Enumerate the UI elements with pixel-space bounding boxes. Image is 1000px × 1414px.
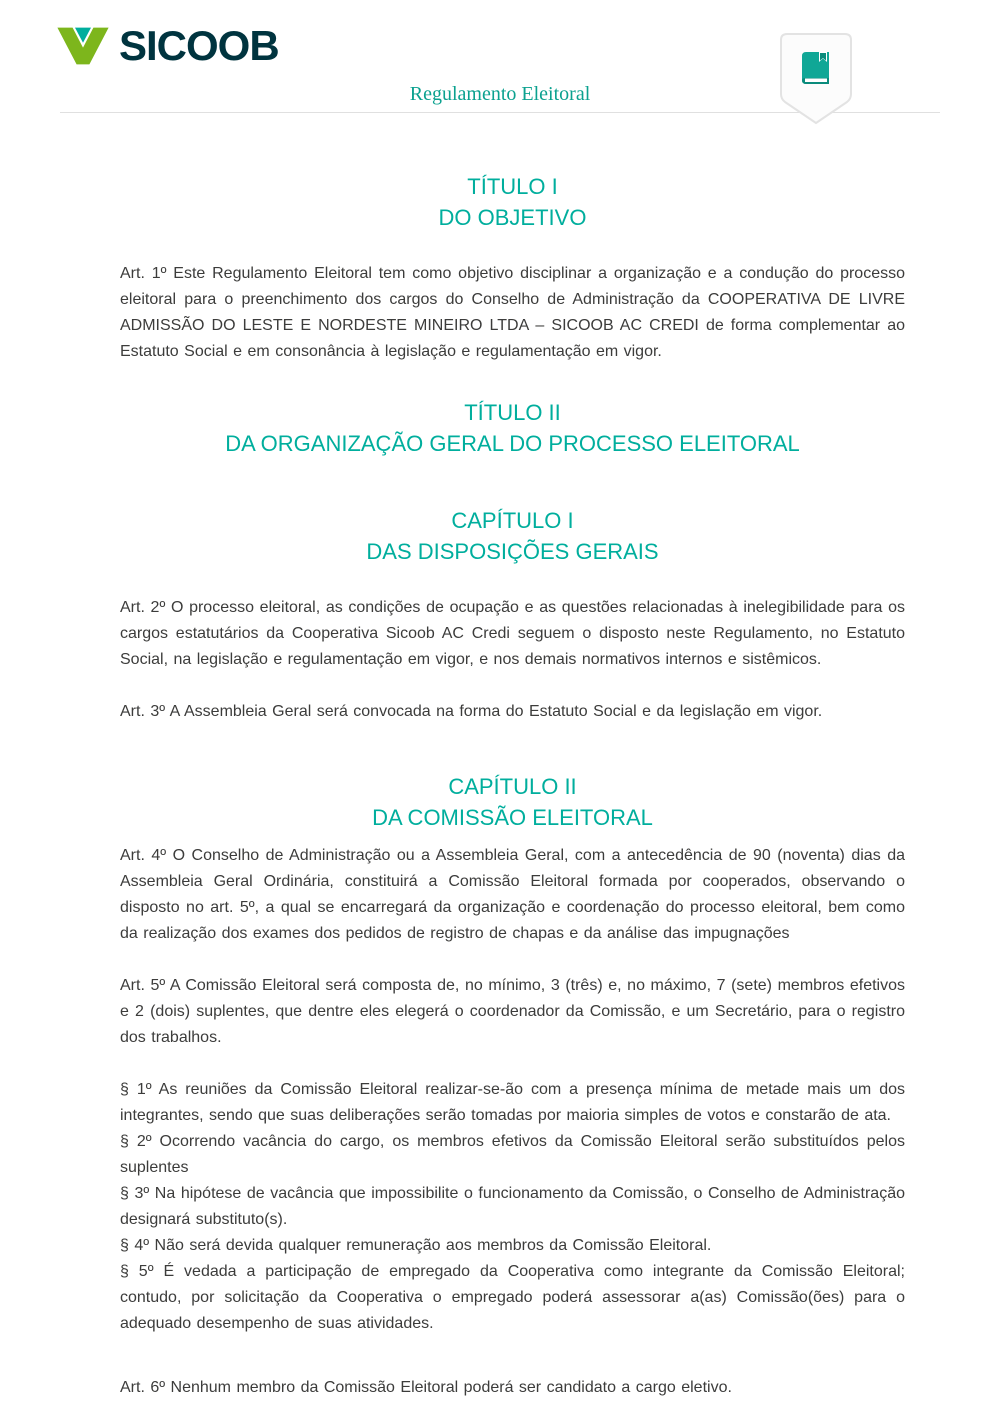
heading-line: DAS DISPOSIÇÕES GERAIS [366, 539, 659, 564]
paragraph-1: § 1º As reuniões da Comissão Eleitoral realizar-se-ão com a presença mínima de metade mais um dos integrantes, sendo que suas deliberações serão tomadas por maioria simples de votos e constarão de ata. [120, 1081, 905, 1124]
brand-wordmark: SICOOB [119, 22, 279, 69]
paragraph-3: § 3º Na hipótese de vacância que impossibilite o funcionamento da Comissão, o Conselho de Administração designará substituto(s). [120, 1185, 905, 1228]
article-6: Art. 6º Nenhum membro da Comissão Eleitoral poderá ser candidato a cargo eletivo. [120, 1379, 732, 1396]
heading-line: CAPÍTULO II [448, 774, 577, 799]
sicoob-brand [55, 22, 279, 70]
heading-line: CAPÍTULO I [451, 508, 574, 533]
paragraph-5: § 5º É vedada a participação de empregado da Cooperativa como integrante da Comissão Eleitoral; contudo, por solicitação da Cooperativa o empregado poderá assessorar a(as) Comissão(ões) para o adequado desempenho de suas atividades. [120, 1263, 905, 1332]
article-5: Art. 5º A Comissão Eleitoral será composta de, no mínimo, 3 (três) e, no máximo, 7 (sete) membros efetivos e 2 (dois) suplentes, que dentre eles elegerá o coordenador da Comissão, e um Secretário, para o registro dos trabalhos. [120, 977, 905, 1046]
document-body [0, 171, 1000, 1401]
heading-capitulo-1 [120, 505, 905, 567]
book-badge-icon [777, 32, 855, 126]
book-icon [802, 52, 829, 84]
heading-line: DA COMISSÃO ELEITORAL [372, 805, 653, 830]
heading-line: DO OBJETIVO [438, 205, 587, 230]
paragraph-2: § 2º Ocorrendo vacância do cargo, os membros efetivos da Comissão Eleitoral serão substituídos pelos suplentes [120, 1133, 905, 1176]
article-3: Art. 3º A Assembleia Geral será convocada na forma do Estatuto Social e da legislação em vigor. [120, 703, 823, 720]
heading-line: TÍTULO I [467, 174, 558, 199]
article-1: Art. 1º Este Regulamento Eleitoral tem como objetivo disciplinar a organização e a condução do processo eleitoral para o preenchimento dos cargos do Conselho de Administração da COOPERATIVA DE LIVRE ADMISSÃO DO LESTE E NORDESTE MINEIRO LTDA – SICOOB AC CREDI de forma complementar ao Estatuto Social e em consonância à legislação e regulamentação em vigor. [120, 265, 905, 360]
article-2: Art. 2º O processo eleitoral, as condições de ocupação e as questões relacionadas à inelegibilidade para os cargos estatutários da Cooperativa Sicoob AC Credi seguem o disposto neste Regulamento, no Estatuto Social, na legislação e regulamentação em vigor, e nos demais normativos internos e sistêmicos. [120, 599, 905, 668]
heading-capitulo-2 [120, 771, 905, 833]
article-4: Art. 4º O Conselho de Administração ou a Assembleia Geral, com a antecedência de 90 (noventa) dias da Assembleia Geral Ordinária, constituirá a Comissão Eleitoral formada por cooperados, observando o disposto no art. 5º, a qual se encarregará da organização e coordenação do processo eleitoral, bem como da realização dos exames dos pedidos de registro de chapas e da análise das impugnações [120, 847, 905, 942]
heading-line: DA ORGANIZAÇÃO GERAL DO PROCESSO ELEITORAL [225, 431, 800, 456]
heading-line: TÍTULO II [464, 400, 561, 425]
heading-titulo-2 [120, 397, 905, 459]
paragraph-4: § 4º Não será devida qualquer remuneração aos membros da Comissão Eleitoral. [120, 1237, 712, 1254]
document-title: Regulamento Eleitoral [409, 83, 591, 105]
heading-titulo-1 [120, 171, 905, 233]
sicoob-chevron-logo [55, 22, 111, 70]
